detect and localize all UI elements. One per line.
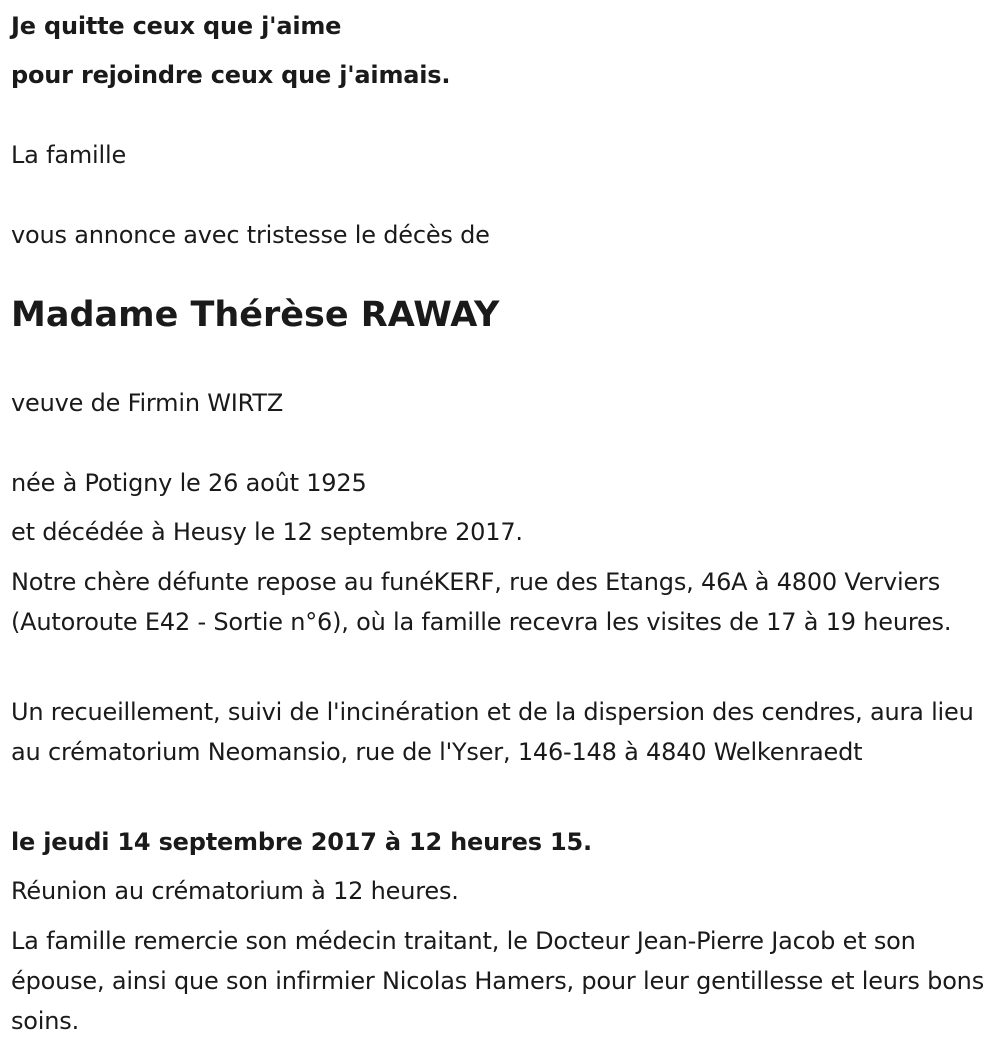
ceremony-paragraph: Un recueillement, suivi de l'incinération et de la dispersion des cendres, aura lieu au crématorium Neomansio, rue de l'Yser, 146-148 à 4840 Welkenraedt <box>11 698 974 766</box>
family-intro: La famille <box>11 141 127 169</box>
deceased-name: Madame Thérèse RAWAY <box>11 295 500 335</box>
epitaph-line-1: Je quitte ceux que j'aime <box>11 12 342 40</box>
announcement-text: vous annonce avec tristesse le décès de <box>11 221 490 249</box>
epitaph-line-2: pour rejoindre ceux que j'aimais. <box>11 61 451 89</box>
thanks-paragraph: La famille remercie son médecin traitant, le Docteur Jean-Pierre Jacob et son épouse, ainsi que son infirmier Nicolas Hamers, pour leur gentillesse et leurs bons soins. <box>11 927 985 1035</box>
spouse-line: veuve de Firmin WIRTZ <box>11 389 284 417</box>
visitation-paragraph: Notre chère défunte repose au funéKERF, rue des Etangs, 46A à 4800 Verviers (Autoroute E42 - Sortie n°6), où la famille recevra les visites de 17 à 19 heures. <box>11 568 952 636</box>
death-line: et décédée à Heusy le 12 septembre 2017. <box>11 518 523 546</box>
ceremony-date: le jeudi 14 septembre 2017 à 12 heures 15. <box>11 828 592 856</box>
birth-line: née à Potigny le 26 août 1925 <box>11 469 367 497</box>
meeting-line: Réunion au crématorium à 12 heures. <box>11 877 459 905</box>
